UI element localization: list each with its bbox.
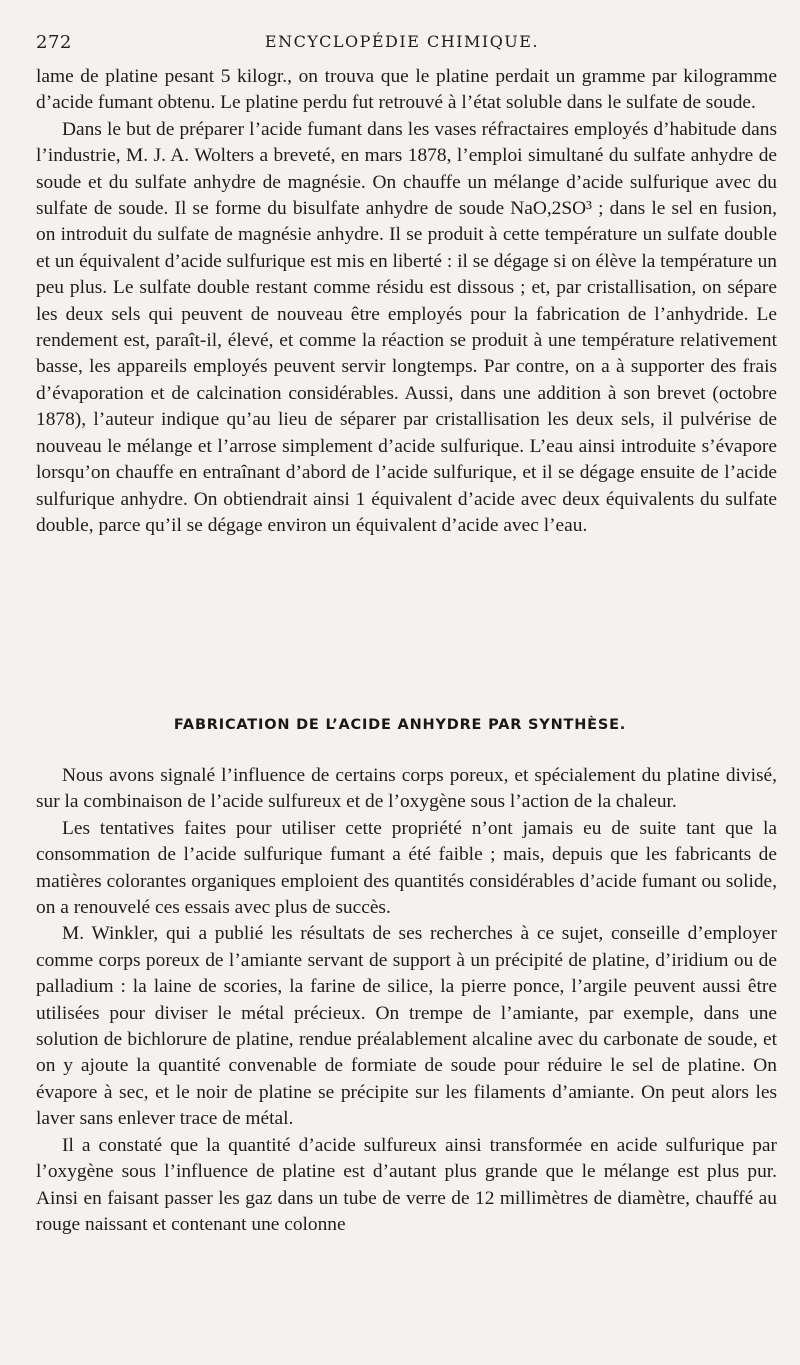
text-block-after-heading [36, 763, 777, 1238]
paragraph: lame de platine pesant 5 kilogr., on trouva que le platine perdait un gramme par kilogramme d’acide fumant obtenu. Le platine perdu fut retrouvé à l’état soluble dans le sulfate de soude. [36, 66, 777, 114]
paragraph: M. Winkler, qui a publié les résultats de ses recherches à ce sujet, conseille d’employer comme corps poreux de l’amiante servant de support à un précipité de platine, d’iridium ou de palladium : la laine de scories, la farine de silice, la pierre ponce, l’argile peuvent aussi être utilisées pour diviser le métal précieux. On trempe de l’amiante, par exemple, dans une solution de bichlorure de platine, rendue préalablement alcaline avec du carbonate de soude, et on y ajoute la quantité convenable de formiate de soude pour réduire le sel de platine. On évapore à sec, et le noir de platine se précipite sur les filaments d’amiante. On peut alors les laver sans enlever trace de métal. [36, 923, 777, 1130]
paragraph: Nous avons signalé l’influence de certains corps poreux, et spécialement du platine divisé, sur la combinaison de l’acide sulfureux et de l’oxygène sous l’action de la chaleur. [36, 765, 777, 813]
running-head: ENCYCLOPÉDIE CHIMIQUE. [264, 32, 540, 51]
page-header [36, 32, 768, 56]
page-number: 272 [36, 32, 72, 53]
paragraph: Les tentatives faites pour utiliser cette propriété n’ont jamais eu de suite tant que la consommation de l’acide sulfurique fumant a été faible ; mais, depuis que les fabricants de matières colorantes organiques emploient des quantités considérables d’acide fumant ou solide, on a renouvelé ces essais avec plus de succès. [36, 817, 777, 919]
paragraph: Il a constaté que la quantité d’acide sulfureux ainsi transformée en acide sulfurique par l’oxygène sous l’influence de platine est d’autant plus grande que le mélange est plus pur. Ainsi en faisant passer les gaz dans un tube de verre de 12 millimètres de diamètre, chauffé au rouge naissant et contenant une colonne [36, 1134, 777, 1235]
section-heading: FABRICATION DE L’ACIDE ANHYDRE PAR SYNTHÈSE. [173, 717, 627, 733]
text-block-before-heading [36, 64, 777, 539]
paragraph: Dans le but de préparer l’acide fumant dans les vases réfractaires employés d’habitude dans l’industrie, M. J. A. Wolters a breveté, en mars 1878, l’emploi simultané du sulfate anhydre de soude et du sulfate anhydre de magnésie. On chauffe un mélange d’acide sulfurique avec du sulfate de soude. Il se forme du bisulfate anhydre de soude NaO,2SO³ ; dans le sel en fusion, on introduit du sulfate de magnésie anhydre. Il se produit à cette température un sulfate double et un équivalent d’acide sulfurique est mis en liberté : il se dégage si on élève la température un peu plus. Le sulfate double restant comme résidu est dissous ; et, par cristallisation, on sépare les deux sels qui peuvent de nouveau être employés pour la fabrication de l’anhydride. Le rendement est, paraît-il, élevé, et comme la réaction se produit à une température relativement basse, les appareils employés peuvent servir longtemps. Par contre, on a à supporter des frais d’évaporation et de calcination considérables. Aussi, dans une addition à son brevet (octobre 1878), l’auteur indique qu’au lieu de séparer par cristallisation les deux sels, il pulvérise de nouveau le mélange et l’arrose simplement d’acide sulfurique. L’eau ainsi introduite s’évapore lorsqu’on chauffe en entraînant d’abord de l’acide sulfurique, et il se dégage ensuite de l’acide sulfurique anhydre. On obtiendrait ainsi 1 équivalent d’acide avec deux équivalents du sulfate double, parce qu’il se dégage environ un équivalent d’acide avec l’eau. [36, 118, 777, 536]
